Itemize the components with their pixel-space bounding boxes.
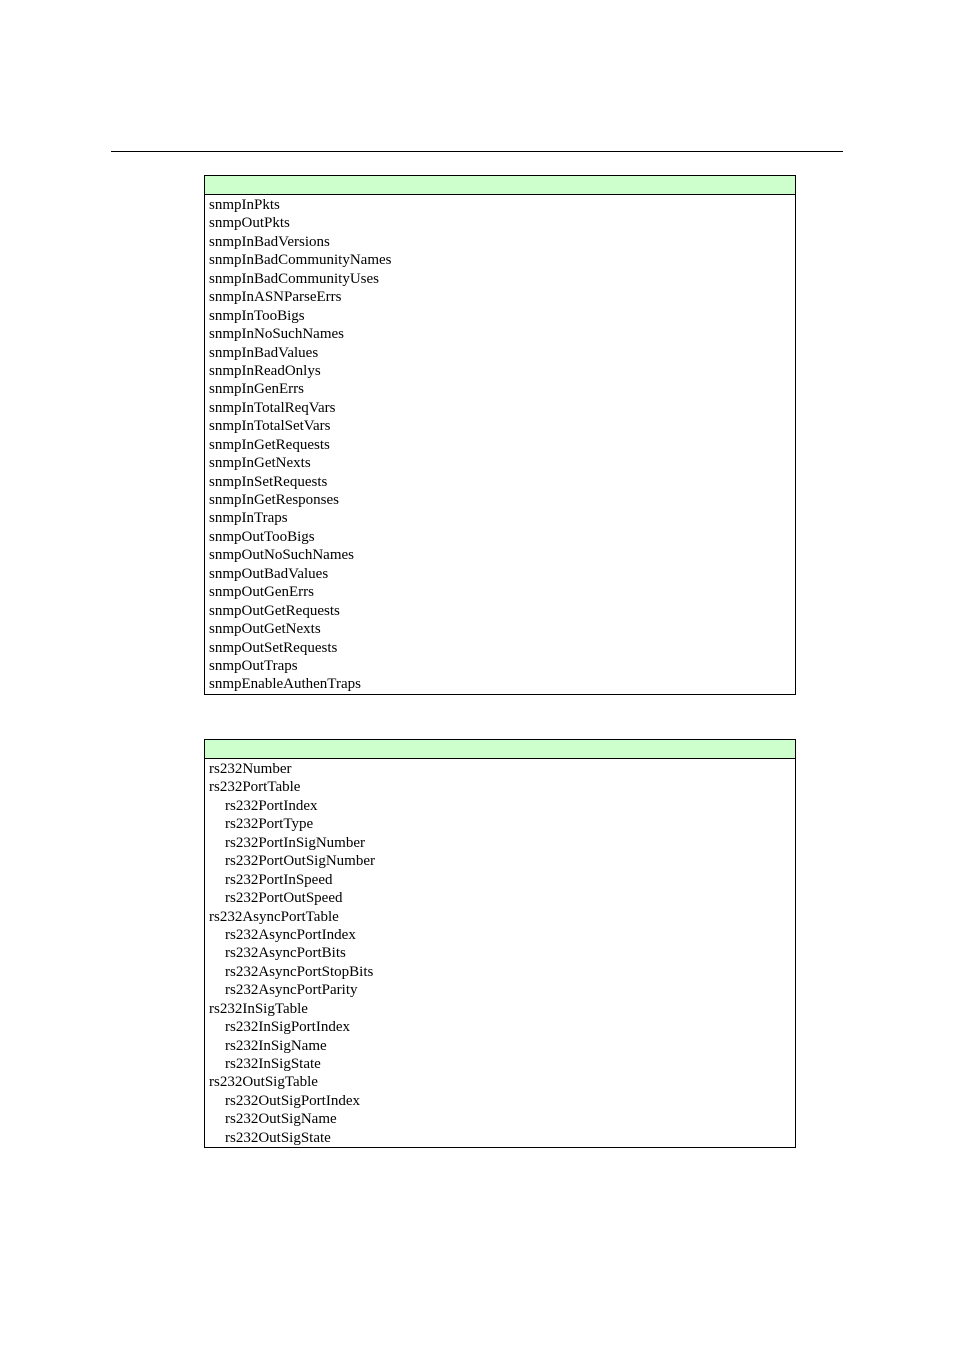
table-row: snmpEnableAuthenTraps bbox=[209, 676, 361, 693]
table-row: rs232AsyncPortBits bbox=[225, 945, 346, 962]
table-row: rs232Number bbox=[209, 761, 292, 777]
table-row: snmpInTooBigs bbox=[209, 307, 305, 324]
table-row: snmpOutGetNexts bbox=[209, 621, 321, 638]
table-row: rs232AsyncPortStopBits bbox=[225, 963, 374, 980]
table-body bbox=[205, 195, 795, 694]
table-row: rs232InSigState bbox=[225, 1056, 321, 1072]
table-row: rs232PortInSigNumber bbox=[225, 834, 365, 851]
table-row: snmpOutGenErrs bbox=[209, 584, 314, 601]
table-row: snmpInPkts bbox=[209, 197, 280, 213]
table-row: snmpInGetResponses bbox=[209, 492, 339, 508]
table-row: rs232PortInSpeed bbox=[225, 871, 333, 888]
table-row: snmpInNoSuchNames bbox=[209, 326, 344, 343]
table-row: snmpInTotalSetVars bbox=[209, 418, 331, 435]
table-row: rs232PortOutSigNumber bbox=[225, 853, 375, 870]
table-row: snmpOutNoSuchNames bbox=[209, 547, 354, 564]
table-row: snmpInBadCommunityNames bbox=[209, 252, 392, 269]
rs232-mib-table bbox=[204, 739, 796, 1148]
table-row: snmpInReadOnlys bbox=[209, 362, 321, 379]
table-row: snmpOutPkts bbox=[209, 215, 290, 232]
table-row: rs232PortOutSpeed bbox=[225, 890, 343, 907]
table-row: rs232InSigTable bbox=[209, 1000, 308, 1017]
table-row: rs232PortType bbox=[225, 816, 314, 833]
table-row: rs232AsyncPortIndex bbox=[225, 926, 356, 943]
table-row: snmpInTraps bbox=[209, 510, 288, 527]
table-row: rs232OutSigPortIndex bbox=[225, 1092, 360, 1109]
table-row: snmpInBadValues bbox=[209, 344, 319, 361]
table-row: snmpOutBadValues bbox=[209, 565, 329, 582]
table-header bbox=[205, 740, 795, 759]
table-row: rs232OutSigName bbox=[225, 1111, 337, 1128]
snmp-mib-table bbox=[204, 175, 796, 695]
table-row: snmpInSetRequests bbox=[209, 473, 328, 490]
table-row: rs232AsyncPortTable bbox=[209, 908, 339, 925]
table-row: snmpInGetNexts bbox=[209, 455, 311, 472]
table-row: rs232AsyncPortParity bbox=[225, 982, 358, 999]
table-row: snmpInGetRequests bbox=[209, 436, 330, 453]
table-row: snmpOutTooBigs bbox=[209, 528, 315, 545]
table-row: snmpInBadCommunityUses bbox=[209, 270, 380, 287]
table-row: snmpInTotalReqVars bbox=[209, 399, 336, 416]
table-row: snmpOutGetRequests bbox=[209, 602, 340, 619]
table-header bbox=[205, 176, 795, 195]
table-row: snmpInGenErrs bbox=[209, 381, 304, 398]
table-body bbox=[205, 759, 795, 1147]
table-row: rs232OutSigState bbox=[225, 1129, 331, 1146]
table-row: rs232PortIndex bbox=[225, 797, 318, 814]
table-row: rs232PortTable bbox=[209, 779, 301, 796]
table-row: rs232OutSigTable bbox=[209, 1074, 318, 1091]
table-row: rs232InSigPortIndex bbox=[225, 1019, 350, 1036]
table-row: snmpInBadVersions bbox=[209, 233, 330, 250]
table-row: snmpOutTraps bbox=[209, 657, 298, 674]
header-rule bbox=[111, 151, 843, 152]
table-row: rs232InSigName bbox=[225, 1037, 327, 1054]
table-row: snmpInASNParseErrs bbox=[209, 289, 342, 306]
table-row: snmpOutSetRequests bbox=[209, 639, 338, 656]
